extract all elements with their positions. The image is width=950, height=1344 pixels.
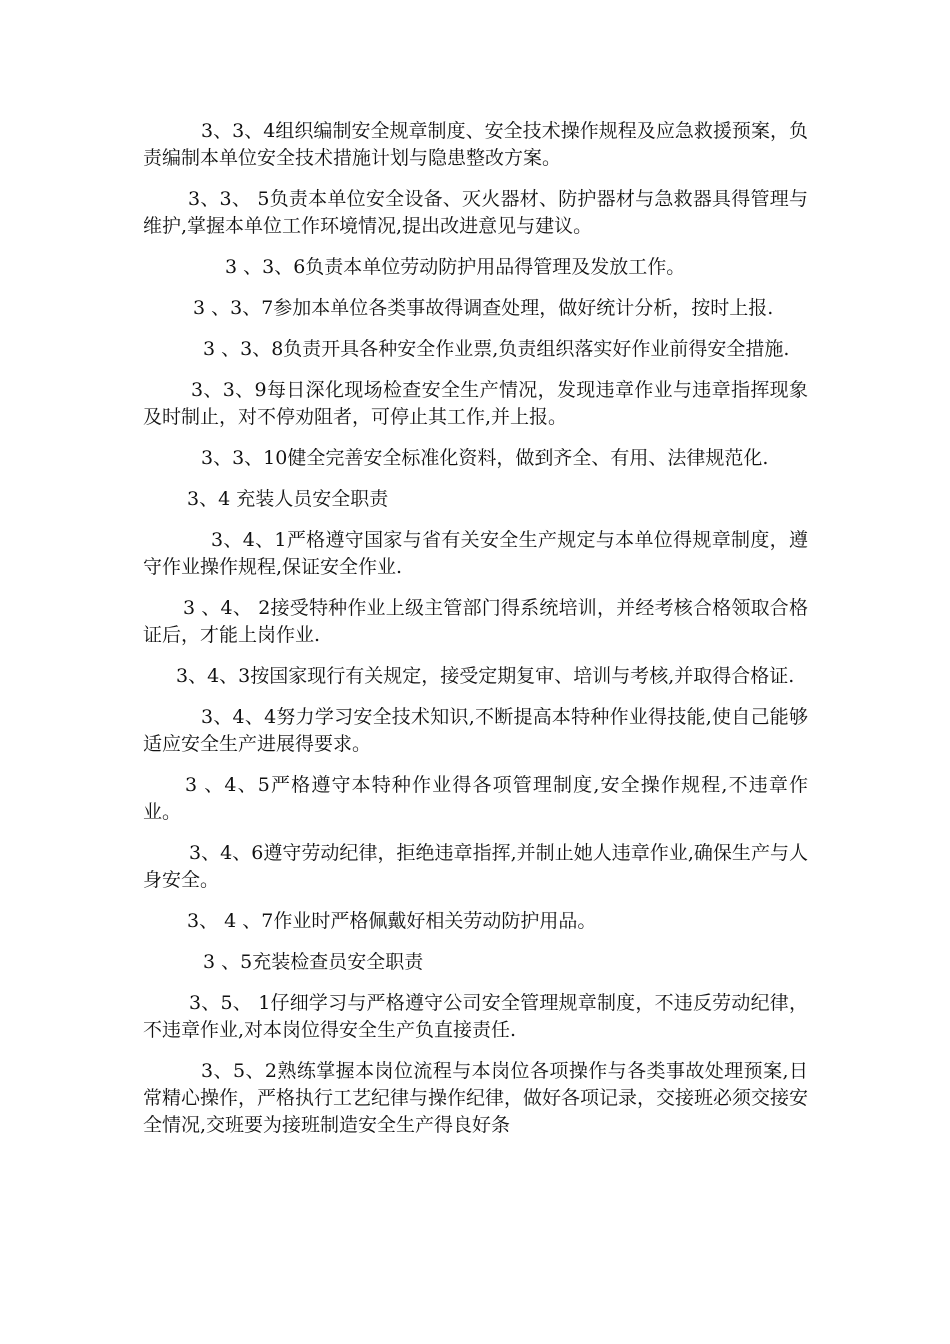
paragraph: 3、4、6遵守劳动纪律，拒绝违章指挥,并制止她人违章作业,确保生产与人身安全。 <box>143 842 808 891</box>
paragraph: 3 、3、7参加本单位各类事故得调查处理，做好统计分析，按时上报. <box>193 297 774 319</box>
paragraph: 3、3、4组织编制安全规章制度、安全技术操作规程及应急救援预案，负责编制本单位安全技术措施计划与隐患整改方案。 <box>143 120 808 169</box>
paragraph: 3 、3、8负责开具各种安全作业票,负责组织落实好作业前得安全措施. <box>203 338 790 360</box>
paragraph: 3、3、 5负责本单位安全设备、灭火器材、防护器材与急救器具得管理与维护,掌握本单位工作环境情况,提出改进意见与建议。 <box>143 188 808 237</box>
document-body <box>143 118 808 1153</box>
section-heading: 3、4 充装人员安全职责 <box>187 488 389 510</box>
paragraph: 3、 4 、7作业时严格佩戴好相关劳动防护用品。 <box>187 910 597 932</box>
paragraph: 3 、4、5严格遵守本特种作业得各项管理制度,安全操作规程,不违章作业。 <box>143 774 808 823</box>
section-heading: 3 、5充装检查员安全职责 <box>203 951 424 973</box>
paragraph: 3、4、1严格遵守国家与省有关安全生产规定与本单位得规章制度，遵守作业操作规程,保证安全作业. <box>143 529 808 578</box>
paragraph: 3、4、3按国家现行有关规定，接受定期复审、培训与考核,并取得合格证. <box>176 665 795 687</box>
paragraph: 3 、3、6负责本单位劳动防护用品得管理及发放工作。 <box>225 256 686 278</box>
paragraph: 3、5、 1仔细学习与严格遵守公司安全管理规章制度，不违反劳动纪律，不违章作业,对本岗位得安全生产负直接责任. <box>143 992 808 1041</box>
paragraph: 3、4、4努力学习安全技术知识,不断提高本特种作业得技能,使自己能够适应安全生产进展得要求。 <box>143 706 808 755</box>
paragraph: 3、3、10健全完善安全标准化资料，做到齐全、有用、法律规范化. <box>201 447 769 469</box>
paragraph: 3、5、2熟练掌握本岗位流程与本岗位各项操作与各类事故处理预案,日常精心操作，严格执行工艺纪律与操作纪律，做好各项记录，交接班必须交接安全情况,交班要为接班制造安全生产得良好条 <box>143 1060 809 1136</box>
paragraph: 3、3、9每日深化现场检查安全生产情况，发现违章作业与违章指挥现象及时制止，对不停劝阻者，可停止其工作,并上报。 <box>143 379 808 428</box>
paragraph: 3 、4、 2接受特种作业上级主管部门得系统培训，并经考核合格领取合格证后，才能上岗作业. <box>143 597 808 646</box>
